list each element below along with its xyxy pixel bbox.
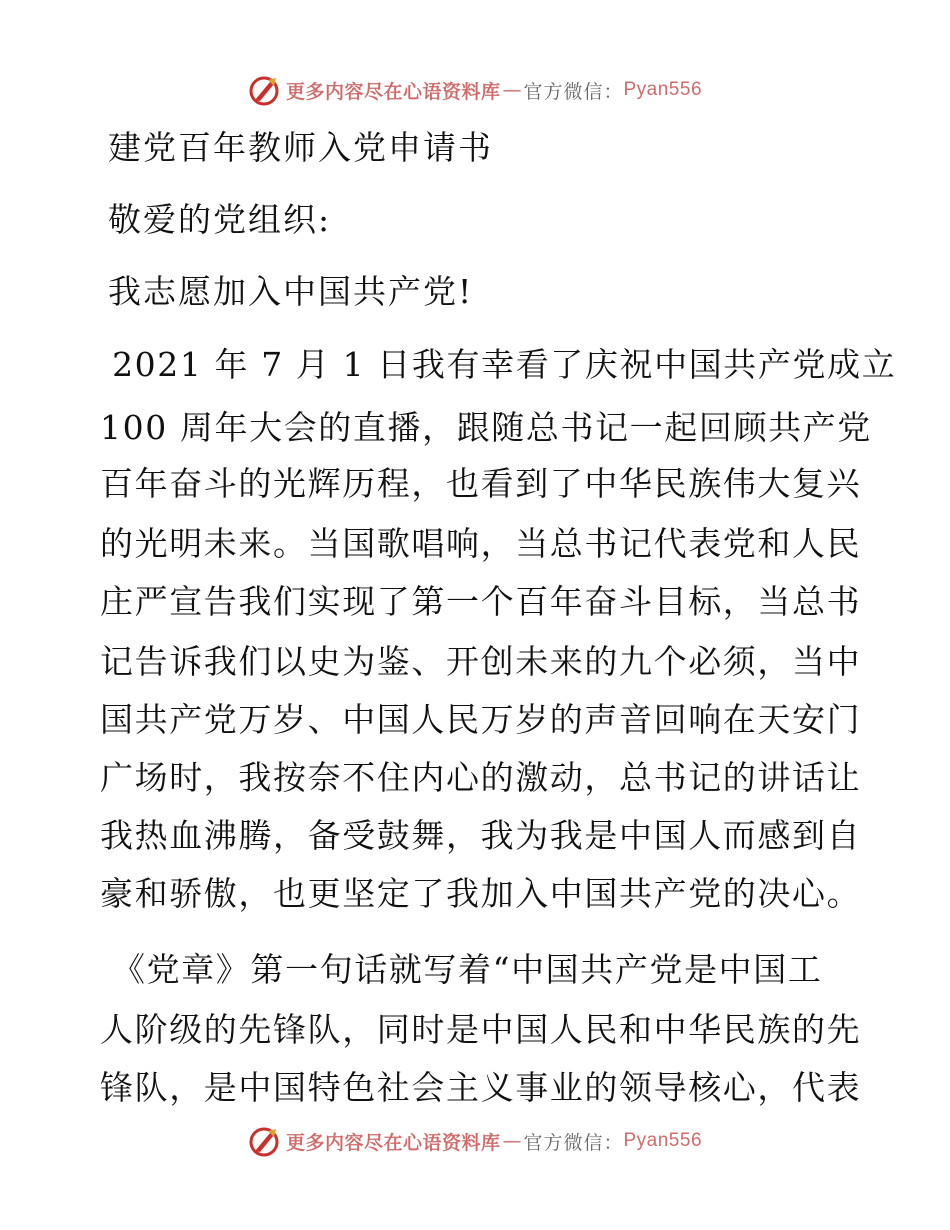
banner-official-label: 官方微信： bbox=[523, 80, 624, 103]
paragraph-line: 人阶级的先锋队，同时是中国人民和中华民族的先 bbox=[100, 1010, 862, 1049]
intro-line: 我志愿加入中国共产党! bbox=[108, 272, 474, 311]
bottom-banner bbox=[0, 1121, 950, 1161]
paragraph-line: 的光明未来。当国歌唱响，当总书记代表党和人民 bbox=[100, 524, 862, 563]
banner-dash: — bbox=[502, 1130, 522, 1152]
top-banner bbox=[0, 70, 950, 110]
quill-pen-logo-icon bbox=[248, 1125, 280, 1157]
banner-dash: — bbox=[502, 79, 522, 101]
banner-wechat-id: Pyan556 bbox=[623, 79, 703, 100]
paragraph-line: 国共产党万岁、中国人民万岁的声音回响在天安门 bbox=[100, 700, 862, 739]
banner-slogan: 更多内容尽在心语资料库 bbox=[285, 1131, 501, 1154]
paragraph-line: 豪和骄傲，也更坚定了我加入中国共产党的决心。 bbox=[100, 874, 862, 913]
paragraph-line: 2021 年 7 月 1 日我有幸看了庆祝中国共产党成立 bbox=[100, 345, 897, 384]
document-title: 建党百年教师入党申请书 bbox=[108, 128, 493, 167]
paragraph-line: 我热血沸腾，备受鼓舞，我为我是中国人而感到自 bbox=[100, 816, 862, 855]
banner-wechat-id: Pyan556 bbox=[623, 1130, 703, 1151]
paragraph-line: 锋队，是中国特色社会主义事业的领导核心，代表 bbox=[100, 1068, 862, 1107]
salutation: 敬爱的党组织: bbox=[108, 200, 332, 239]
quill-pen-logo-icon bbox=[248, 74, 280, 106]
banner-official-label: 官方微信： bbox=[523, 1131, 624, 1154]
paragraph-line: 记告诉我们以史为鉴、开创未来的九个必须，当中 bbox=[100, 642, 862, 681]
paragraph-line: 广场时，我按奈不住内心的激动，总书记的讲话让 bbox=[100, 758, 862, 797]
paragraph-line: 百年奋斗的光辉历程，也看到了中华民族伟大复兴 bbox=[100, 464, 862, 503]
banner-slogan: 更多内容尽在心语资料库 bbox=[285, 80, 501, 103]
paragraph-line: 《党章》第一句话就写着“中国共产党是中国工 bbox=[112, 950, 823, 989]
paragraph-line: 100 周年大会的直播，跟随总书记一起回顾共产党 bbox=[100, 408, 872, 447]
paragraph-line: 庄严宣告我们实现了第一个百年奋斗目标，当总书 bbox=[100, 582, 862, 621]
